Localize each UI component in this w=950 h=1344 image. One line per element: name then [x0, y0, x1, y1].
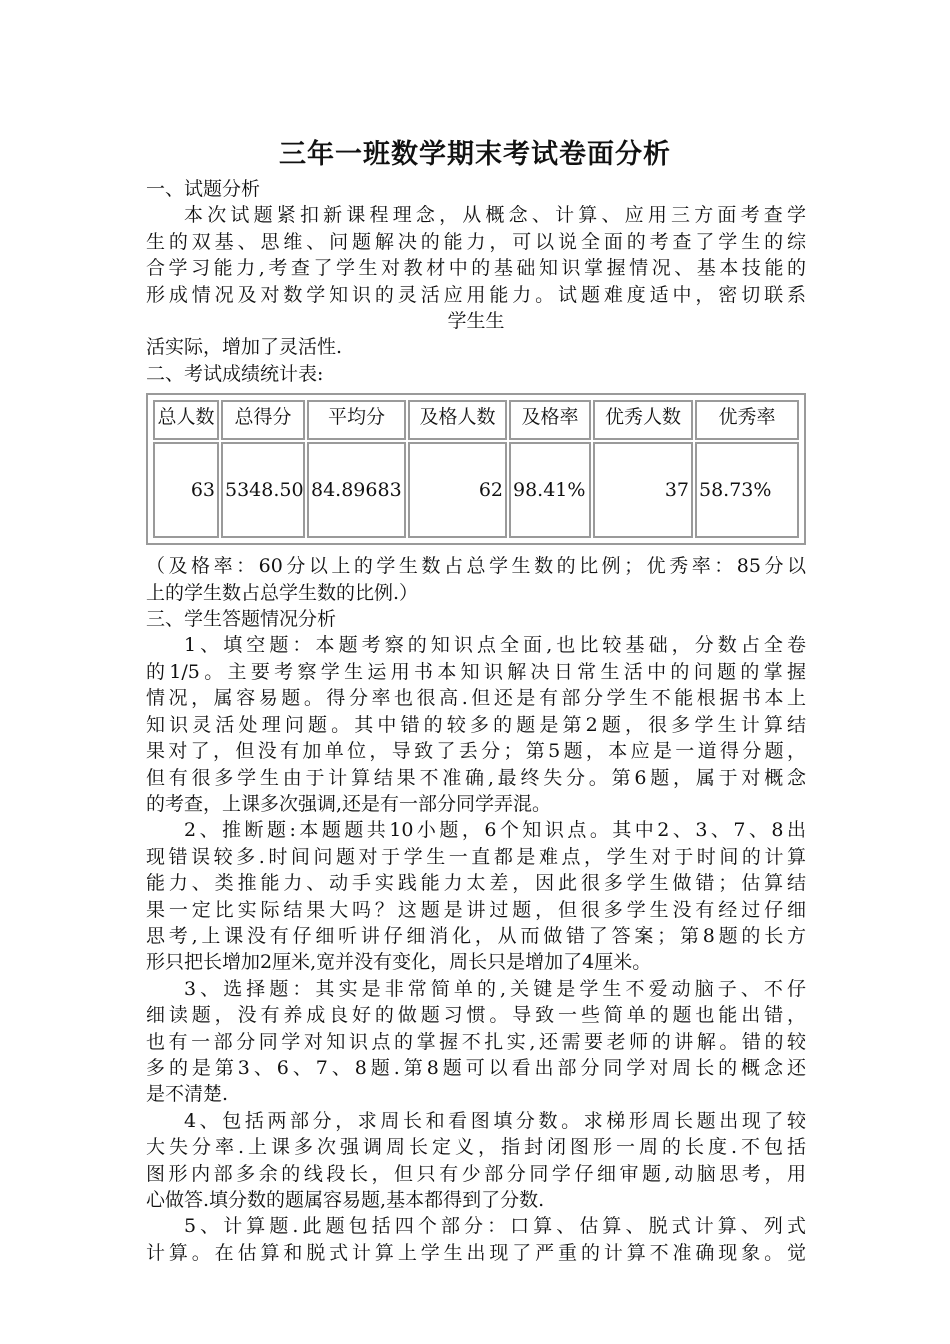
para-line: 3、选择题：其实是非常简单的,关键是学生不爱动脑子、不仔 [184, 977, 806, 1000]
para-line: 能力、类推能力、动手实践能力太差，因此很多学生做错；估算结 [146, 872, 806, 895]
stats-table-frame [146, 393, 806, 545]
para-line-centered: 学生生 [447, 310, 505, 333]
para-line: 活实际，增加了灵活性. [146, 336, 343, 359]
para-line: 心做答.填分数的题属容易题,基本都得到了分数. [146, 1189, 545, 1211]
para-line: 图形内部多余的线段长，但只有少部分同学仔细审题,动脑思考，用 [146, 1162, 806, 1185]
table-cell: 84.89683 [307, 442, 406, 538]
para-line: 果一定比实际结果大吗？这题是讲过题，但很多学生没有经过仔细 [146, 898, 806, 921]
table-row [153, 442, 799, 538]
para-line: 4、包括两部分，求周长和看图填分数。求梯形周长题出现了较 [184, 1109, 806, 1132]
table-header-cell: 优秀人数 [593, 400, 693, 440]
table-header-cell: 总人数 [153, 400, 219, 440]
para-line: 知识灵活处理问题。其中错的较多的题是第2题，很多学生计算结 [146, 713, 806, 736]
note-line: 上的学生数占总学生数的比例.） [146, 581, 419, 604]
table-cell: 58.73% [695, 442, 799, 538]
para-line: 多的是第3、6、7、8题.第8题可以看出部分同学对周长的概念还 [146, 1056, 806, 1079]
para-line: 细读题，没有养成良好的做题习惯。导致一些简单的题也能出错， [146, 1004, 806, 1027]
table-header-cell: 平均分 [307, 400, 406, 440]
table-cell: 5348.50 [221, 442, 305, 538]
para-line: 生的双基、思维、问题解决的能力，可以说全面的考查了学生的综 [146, 230, 806, 253]
para-line: 情况，属容易题。得分率也很高.但还是有部分学生不能根据书本上 [146, 687, 806, 710]
table-header-cell: 总得分 [221, 400, 305, 440]
table-header-cell: 及格率 [509, 400, 591, 440]
note-line: （及格率：60分以上的学生数占总学生数的比例；优秀率：85分以 [146, 555, 806, 578]
table-cell: 98.41% [509, 442, 591, 538]
table-cell: 62 [408, 442, 507, 538]
para-line: 的考查，上课多次强调,还是有一部分同学弄混。 [146, 792, 552, 815]
table-header-row [153, 400, 799, 440]
table-header-cell: 及格人数 [408, 400, 507, 440]
para-line: 思考,上课没有仔细听讲仔细消化，从而做错了答案；第8题的长方 [146, 924, 806, 947]
section-heading-3: 三、学生答题情况分析 [146, 608, 337, 631]
section-heading-1: 一、试题分析 [146, 178, 261, 200]
para-line: 的1/5。主要考察学生运用书本知识解决日常生活中的问题的掌握 [146, 660, 806, 683]
para-line: 1、填空题：本题考察的知识点全面,也比较基础，分数占全卷 [184, 634, 806, 657]
para-line: 也有一部分同学对知识点的掌握不扎实,还需要老师的讲解。错的较 [146, 1030, 806, 1053]
para-line: 形成情况及对数学知识的灵活应用能力。试题难度适中，密切联系 [146, 283, 806, 306]
table-cell: 37 [593, 442, 693, 538]
table-cell: 63 [153, 442, 219, 538]
para-line: 果对了，但没有加单位，导致了丢分；第5题，本应是一道得分题， [146, 740, 806, 763]
para-line: 大失分率.上课多次强调周长定义，指封闭图形一周的长度.不包括 [146, 1136, 806, 1159]
para-line: 但有很多学生由于计算结果不准确,最终失分。第6题，属于对概念 [146, 766, 806, 789]
section-heading-2: 二、考试成绩统计表: [146, 362, 324, 385]
page-title: 三年一班数学期末考试卷面分析 [279, 139, 671, 170]
stats-table [151, 398, 801, 540]
para-line: 5、计算题.此题包括四个部分：口算、估算、脱式计算、列式 [184, 1215, 806, 1238]
document-body [146, 176, 806, 1266]
para-line: 形只把长增加2厘米,宽并没有变化，周长只是增加了4厘米。 [146, 951, 652, 974]
para-line: 计算。在估算和脱式计算上学生出现了严重的计算不准确现象。觉 [146, 1241, 806, 1264]
para-line: 本次试题紧扣新课程理念，从概念、计算、应用三方面考查学 [184, 204, 806, 227]
para-line: 现错误较多.时间问题对于学生一直都是难点，学生对于时间的计算 [146, 845, 806, 868]
para-line: 合学习能力,考查了学生对教材中的基础知识掌握情况、基本技能的 [146, 257, 806, 280]
table-header-cell: 优秀率 [695, 400, 799, 440]
para-line: 2、推断题:本题题共10小题，6个知识点。其中2、3、7、8出 [184, 819, 806, 842]
para-line: 是不清楚. [146, 1083, 229, 1106]
